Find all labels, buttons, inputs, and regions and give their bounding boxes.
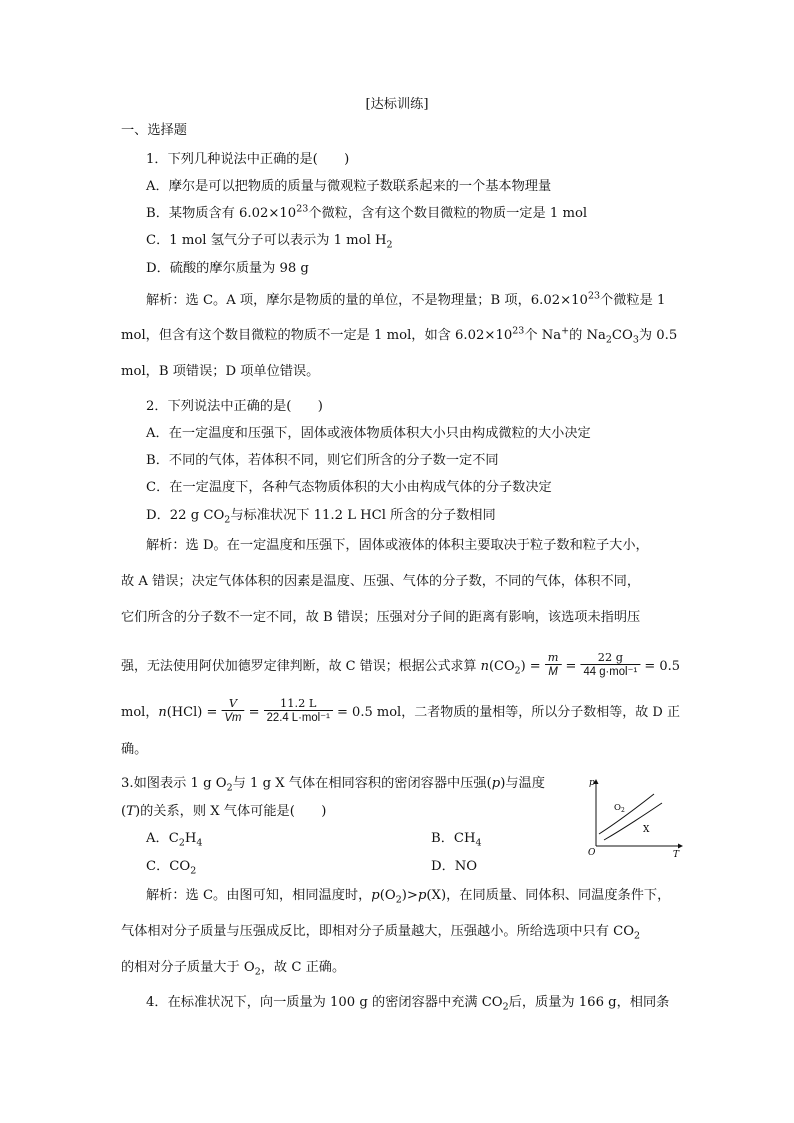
o2-line-label: $O_2$ xyxy=(614,803,625,814)
q3-option-b: B．$CH_4$ xyxy=(431,831,482,849)
fraction-22g-over-44g: $\frac{22 g}{\text{44 g·mol⁻¹}}$ xyxy=(581,650,641,679)
q2-stem: 2．下列说法中正确的是( ) xyxy=(146,399,323,414)
q3-analysis-line-3: 的相对分子质量大于 $O_2$，故 C 正确。 xyxy=(121,960,346,978)
origin-label: O xyxy=(588,848,596,858)
q1-option-a: A．摩尔是可以把物质的质量与微观粒子数联系起来的一个基本物理量 xyxy=(146,179,552,194)
q1-option-c: C．1 mol 氢气分子可以表示为 1 mol $H_2$ xyxy=(146,233,393,251)
section-title: 一、选择题 xyxy=(121,123,187,138)
pressure-temperature-graph xyxy=(586,776,686,858)
q1-option-b: B．某物质含有 $6.02\times 10^{23}$个微粒，含有这个数目微粒的物质一定是 1 mol xyxy=(146,203,588,221)
x-gas-line-label: X xyxy=(643,825,650,835)
fraction-V-over-Vm: $\frac{V}{Vm}$ xyxy=(221,696,244,725)
q4-stem-line-1: 4．在标准状况下，向一质量为 100 g 的密闭容器中充满 $CO_2$后，质量为 166 g，相同条 xyxy=(146,995,670,1013)
q2-analysis-line-6: 确。 xyxy=(121,742,148,757)
q2-option-a: A．在一定温度和压强下，固体或液体物质体积大小只由构成微粒的大小决定 xyxy=(146,426,591,441)
q3-analysis-line-1: 解析：选 C。由图可知，相同温度时，$p(O_2)>p(X)$，在同质量、同体积、同温度条件下， xyxy=(146,888,671,906)
q2-analysis-line-2: 故 A 错误；决定气体体积的因素是温度、压强、气体的分子数，不同的气体，体积不同， xyxy=(121,574,641,589)
q3-stem-line-1: 3.如图表示 1 g $O_2$与 1 g X 气体在相同容积的密闭容器中压强(p)与温度 xyxy=(121,776,545,794)
q2-option-b: B．不同的气体，若体积不同，则它们所含的分子数一定不同 xyxy=(146,453,499,468)
fraction-m-over-M: $\frac{m}{M}$ xyxy=(545,650,562,679)
q3-option-a: A．$C_2H_4$ xyxy=(146,831,203,849)
q1-option-d: D．硫酸的摩尔质量为 98 g xyxy=(146,261,309,276)
q3-stem-line-2: (T)的关系，则 X 气体可能是( ) xyxy=(121,804,327,819)
x-gas-line xyxy=(604,803,662,840)
q2-analysis-line-4: 强，无法使用阿伏加德罗定律判断，故 C 错误；根据公式求算 $n(CO_2)$ = $\frac{m}{M}$ = $\frac{22 g}{\text{44 g·mol⁻¹}}$ = 0.5 xyxy=(121,650,680,678)
q1-stem: 1．下列几种说法中正确的是( ) xyxy=(146,152,350,167)
q2-analysis-line-3: 它们所含的分子数不一定不同，故 B 错误；压强对分子间的距离有影响，该选项未指明压 xyxy=(121,610,641,625)
q3-option-d: D．NO xyxy=(431,859,478,874)
q2-analysis-line-5: mol，n(HCl) = $\frac{V}{Vm}$ = $\frac{11.2 L}{\text{22.4 L·mol⁻¹}}$ = 0.5 mol，二者物质的量相等，所以分子数相等，故 D 正 xyxy=(121,696,680,724)
q3-analysis-line-2: 气体相对分子质量与压强成反比，即相对分子质量越大，压强越小。所给选项中只有 $CO_2$ xyxy=(121,924,641,942)
q2-option-c: C．在一定温度下，各种气态物质体积的大小由构成气体的分子数决定 xyxy=(146,480,552,495)
fraction-11-2L-over-22-4L: $\frac{11.2 L}{\text{22.4 L·mol⁻¹}}$ xyxy=(264,696,333,725)
q2-analysis-line-1: 解析：选 D。在一定温度和压强下，固体或液体的体积主要取决于粒子数和粒子大小， xyxy=(146,538,649,553)
q1-analysis-line-2: mol，但含有这个数目微粒的物质不一定是 1 mol，如含 $6.02\times 10^{23}$个 Na+的 $Na_2CO_3$为 0.5 xyxy=(121,325,678,346)
q2-option-d: D．22 g $CO_2$与标准状况下 11.2 L HCl 所含的分子数相同 xyxy=(146,508,496,526)
q1-analysis-line-1: 解析：选 C。A 项，摩尔是物质的量的单位，不是物理量；B 项，$6.02\times 10^{23}$个微粒是 1 xyxy=(146,290,666,308)
y-axis-label: p xyxy=(589,778,595,788)
q1-analysis-line-3: mol，B 项错误；D 项单位错误。 xyxy=(121,364,320,379)
x-axis-arrow xyxy=(678,844,683,849)
x-axis-label: T xyxy=(673,850,680,858)
page-title: [达标训练] xyxy=(365,97,429,112)
q3-option-c: C．$CO_2$ xyxy=(146,859,197,877)
